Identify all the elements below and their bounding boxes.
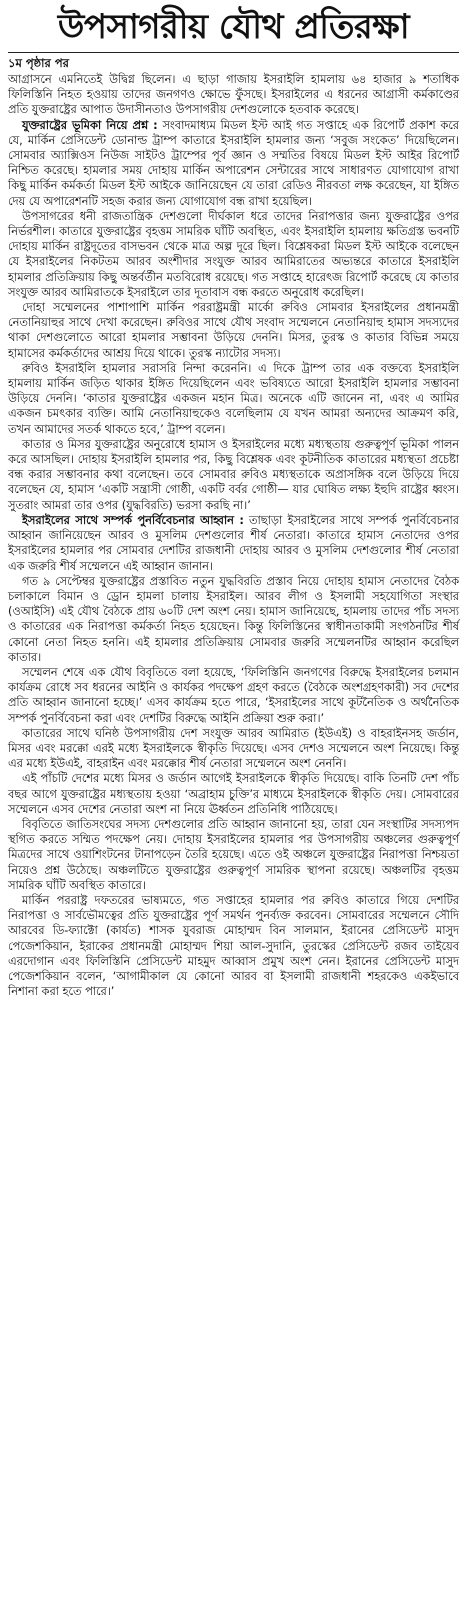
paragraph-text: বিবৃতিতে জাতিসংঘের সদস্য দেশগুলোর প্রতি আহ্বান জানানো হয়, তারা যেন সংস্থাটির সদস্যপদ স্থগিত করতে সম্মিত পদক্ষেপ নেয়। দোহায় ইসরাইলের হামলার পর উপসাগরীয় অঞ্চলের গুরুত্বপূর্ণ মিত্রদের সাথে ওয়াশিংটনের টানাপড়েন তৈরি হয়েছে। এতে ওই অঞ্চলে যুক্তরাষ্ট্রের নিরাপত্তা নিশ্চয়তা নিয়েও প্রশ্ন উঠেছে। অঞ্চলটিতে যুক্তরাষ্ট্রের গুরুত্বপূর্ণ সামরিক স্থাপনা রয়েছে। অঞ্চলটির বৃহত্তম সামরিক ঘাঁটি অবস্থিত কাতারে।	[8, 817, 459, 892]
article-paragraph	[8, 574, 459, 665]
paragraph-text: সংবাদমাধ্যম মিডল ইস্ট আই গত সপ্তাহে এক রিপোর্ট প্রকাশ করে যে, মার্কিন প্রেসিডেন্ট ডোনাল্ড ট্রাম্প কাতারে ইসরাইলি হামলার জন্য ‘সবুজ সংকেত’ দিয়েছিলেন। সোমবার অ্যাক্সিওস নিউজ সাইটও ট্রাম্পের পূর্ব জ্ঞান ও সম্মতির বিষয়ে মিডল ইস্ট আইর রিপোর্ট নিশ্চিত করেছে। হামলার সময় দোহায় মার্কিন অপারেশন সেন্টারের সাথে সাধারণত যোগাযোগ রাখা কিছু মার্কিন কর্মকর্তা মিডল ইস্ট আইকে জানিয়েছেন যে তারা রেডিও নীরবতা লক্ষ করেছেন, যা ইঙ্গিত দেয় যে অপারেশনটি সহজ করার জন্য যোগাযোগ বন্ধ রাখা হয়েছিল।	[8, 118, 459, 208]
article-paragraph	[8, 513, 459, 574]
section-subhead: যুক্তরাষ্ট্রের ভূমিকা নিয়ে প্রশ্ন :	[22, 118, 158, 132]
article-paragraph	[8, 726, 459, 772]
paragraph-text: রুবিও ইসরাইলি হামলার সরাসরি নিন্দা করেননি। এ দিকে ট্রাম্প তার এক বক্তব্যে ইসরাইলি হামলায় মার্কিন জড়িত থাকার ইঙ্গিত দিয়েছিলেন এবং ভবিষ্যতে আরো ইসরাইলি হামলার সম্ভাবনা উড়িয়ে দেননি। ‘কাতার যুক্তরাষ্ট্রের একজন মহান মিত্র। অনেকে এটি জানেন না, এবং এ আমির একজন চমৎকার ব্যক্তি। আমি নেতানিয়াহুকেও বলেছিলাম যে যখন আমরা অন্যদের আক্রমণ করি, তখন আমাদের সতর্ক থাকতে হবে,’ ট্রাম্প বলেন।	[8, 361, 459, 436]
article-paragraph	[8, 209, 459, 300]
paragraph-text: তাছাড়া ইসরাইলের সাথে সম্পর্ক পুনর্বিবেচনার আহ্বান জানিয়েছেন আরব ও মুসলিম দেশগুলোর শীর্ষ নেতারা। কাতারে হামাস নেতাদের ওপর ইসরাইলের হামলার পর সোমবার দেশটির রাজধানী দোহায় আরব ও মুসলিম দেশগুলোর শীর্ষ নেতারা এক জরুরি শীর্ষ সম্মেলনে এই আহ্বান জানান।	[8, 513, 459, 573]
article-paragraph	[8, 665, 459, 726]
paragraph-text: উপসাগরের ধনী রাজতান্ত্রিক দেশগুলো দীর্ঘকাল ধরে তাদের নিরাপত্তার জন্য যুক্তরাষ্ট্রের ওপর নির্ভরশীল। কাতারে যুক্তরাষ্ট্রের বৃহত্তম সামরিক ঘাঁটি অবস্থিত, এবং ইসরাইলি হামলায় ক্ষতিগ্রস্ত ভবনটি দোহায় মার্কিন রাষ্ট্রদূতের বাসভবন থেকে মাত্র অল্প দূরে ছিল। বিশ্লেষকরা মিডল ইস্ট আইকে বলেছেন যে ইসরাইলের নিকটতম আরব অংশীদার সংযুক্ত আরব আমিরাতের অভ্যন্তরে কাতারে ইসরাইলি হামলার প্রতিক্রিয়ায় কিছু অন্তর্বর্তীন মতবিরোধ রয়েছে। গত সপ্তাহে হারেৎজ রিপোর্ট করেছে যে কাতার সংযুক্ত আরব আমিরাতকে ইসরাইলে তার দূতাবাস বন্ধ করতে অনুরোধ করেছিল।	[8, 209, 459, 299]
article-paragraph	[8, 300, 459, 361]
headline-divider	[8, 52, 459, 53]
article-headline: উপসাগরীয় যৌথ প্রতিরক্ষা	[57, 7, 410, 47]
article-paragraph	[8, 893, 459, 999]
continued-from-label: ১ম পৃষ্ঠার পর	[8, 56, 69, 70]
article-body	[8, 72, 459, 999]
paragraph-text: আগ্রাসনে এমনিতেই উদ্বিগ্ন ছিলেন। এ ছাড়া গাজায় ইসরাইলি হামলায় ৬৪ হাজার ৯ শতাধিক ফিলিস্তিনি নিহত হওয়ায় তাদের জনগণও ক্ষোভে ফুঁসছে। ইসরাইলের এ ধরনের আগ্রাসী কর্মকাণ্ডের প্রতি যুক্তরাষ্ট্রের আপাত উদাসীনতাও উপসাগরীয় দেশগুলোকে হতবাক করেছে।	[8, 73, 459, 117]
article-paragraph	[8, 771, 459, 817]
section-subhead: ইসরাইলের সাথে সম্পর্ক পুনর্বিবেচনার আহ্বান :	[22, 513, 244, 527]
article-paragraph	[8, 118, 459, 209]
paragraph-text: কাতারের সাথে ঘনিষ্ঠ উপসাগরীয় দেশ সংযুক্ত আরব আমিরাত (ইউএই) ও বাহরাইনসহ জর্ডান, মিসর এবং মরক্কো এরই মধ্যে ইসরাইলকে স্বীকৃতি দিয়েছে। এসব দেশও সম্মেলনে অংশ নিয়েছে। কিন্তু এর মধ্যে ইউএই, বাহরাইন এবং মরক্কোর শীর্ষ নেতারা সম্মেলনে অংশ নেননি।	[8, 726, 459, 771]
paragraph-text: এই পাঁচটি দেশের মধ্যে মিসর ও জর্ডান আগেই ইসরাইলকে স্বীকৃতি দিয়েছে। বাকি তিনটি দেশ পাঁচ বছর আগে যুক্তরাষ্ট্রের মধ্যস্থতায় হওয়া ‘অব্রাহাম চুক্তি’র মাধ্যমে ইসরাইলকে স্বীকৃতি দেয়। সোমবারের সম্মেলনে এসব দেশের নেতারা অংশ না নিয়ে ঊর্ধ্বতন প্রতিনিধি পাঠিয়েছে।	[8, 772, 459, 816]
paragraph-text: মার্কিন পররাষ্ট্র দফতরের ভাষ্যমতে, গত সপ্তাহের হামলার পর রুবিও কাতারে গিয়ে দেশটির নিরাপত্তা ও সার্বভৌমত্বের প্রতি যুক্তরাষ্ট্রের পূর্ণ সমর্থন পুনর্ব্যক্ত করবেন। সোমবারের সম্মেলনে সৌদি আরবের ডি-ফ্যাক্টো (কার্যত) শাসক যুবরাজ মোহাম্মদ বিন সালমান, ইরানের প্রেসিডেন্ট মাসুদ পেজেশকিয়ান, ইরাকের প্রধানমন্ত্রী মোহাম্মদ শিয়া আল-সুদানি, তুরস্কের প্রেসিডেন্ট রজব তাইয়েব এরদোগান এবং ফিলিস্তিনি প্রেসিডেন্ট মাহমুদ আব্বাস প্রমুখ অংশ নেন। ইরানের প্রেসিডেন্ট মাসুদ পেজেশকিয়ান বলেন, ‘আগামীকাল যে কোনো আরব বা ইসলামী রাজধানী শহরকেও একইভাবে নিশানা করা হতে পারে।’	[8, 893, 459, 999]
paragraph-text: কাতার ও মিসর যুক্তরাষ্ট্রের অনুরোধে হামাস ও ইসরাইলের মধ্যে মধ্যস্থতায় গুরুত্বপূর্ণ ভূমিকা পালন করে আসছিল। দোহায় ইসরাইলি হামলার পর, কিছু বিশ্লেষক এবং কূটনীতিক কাতারের মধ্যস্থতা প্রচেষ্টা বন্ধ করার সম্ভাবনার কথা বলেছেন। তবে সোমবার রুবিও মধ্যস্থতাকে অপ্রাসঙ্গিক বলে উড়িয়ে দিয়ে বলেছেন যে, হামাস ‘একটি সন্ত্রাসী গোষ্ঠী, একটি বর্বর গোষ্ঠী— যার ঘোষিত লক্ষ্য ইহুদি রাষ্ট্রের ধ্বংস। সুতরাং আমরা তার ওপর (যুদ্ধবিরতি) ভরসা করছি না।’	[8, 437, 459, 512]
paragraph-text: সম্মেলন শেষে এক যৌথ বিবৃতিতে বলা হয়েছে, ‘ফিলিস্তিনি জনগণের বিরুদ্ধে ইসরাইলের চলমান কার্যক্রম রোধে সব ধরনের আইনি ও কার্যকর পদক্ষেপ গ্রহণ করতে (বৈঠকে অংশগ্রহণকারী) সব দেশের প্রতি আহ্বান জানানো হচ্ছে।’ এসব কার্যক্রম হতে পারে, ‘ইসরাইলের সাথে কূটনৈতিক ও অর্থনৈতিক সম্পর্ক পুনর্বিবেচনা করা এবং দেশটির বিরুদ্ধে আইনি প্রক্রিয়া শুরু করা।’	[8, 665, 459, 725]
article-paragraph	[8, 72, 459, 118]
article-paragraph	[8, 437, 459, 513]
article-paragraph	[8, 361, 459, 437]
paragraph-text: দোহা সম্মেলনের পাশাপাশি মার্কিন পররাষ্ট্রমন্ত্রী মার্কো রুবিও সোমবার ইসরাইলের প্রধানমন্ত্রী নেতানিয়াহুর সাথে দেখা করেছেন। রুবিওর সাথে যৌথ সংবাদ সম্মেলনে নেতানিয়াহু হামাস সদস্যদের থাকা দেশগুলোতে আরো হামলার সম্ভাবনা উড়িয়ে দেননি। মিসর, তুরস্ক ও কাতার বিভিন্ন সময়ে হামাসের কর্মকর্তাদের আশ্রয় দিয়ে থাকে। তুরস্ক ন্যাটোর সদস্য।	[8, 301, 459, 360]
paragraph-text: গত ৯ সেপ্টেম্বর যুক্তরাষ্ট্রের প্রস্তাবিত নতুন যুদ্ধবিরতি প্রস্তাব নিয়ে দোহায় হামাস নেতাদের বৈঠক চলাকালে বিমান ও ড্রোন হামলা চালায় ইসরাইল। আরব লীগ ও ইসলামী সহযোগিতা সংস্থার (ওআইসি) এই যৌথ বৈঠকে প্রায় ৬০টি দেশ অংশ নেয়। হামাস জানিয়েছে, হামলায় তাদের পাঁচ সদস্য ও কাতারের এক নিরাপত্তা কর্মকর্তা নিহত হয়েছেন। কিন্তু ফিলিস্তিনের স্বাধীনতাকামী সংগঠনটির শীর্ষ কোনো নেতা নিহত হননি। এই হামলার প্রতিক্রিয়ায় সোমবার জরুরি সম্মেলনটির আহ্বান করেছিল কাতার।	[8, 574, 459, 664]
article-paragraph	[8, 817, 459, 893]
